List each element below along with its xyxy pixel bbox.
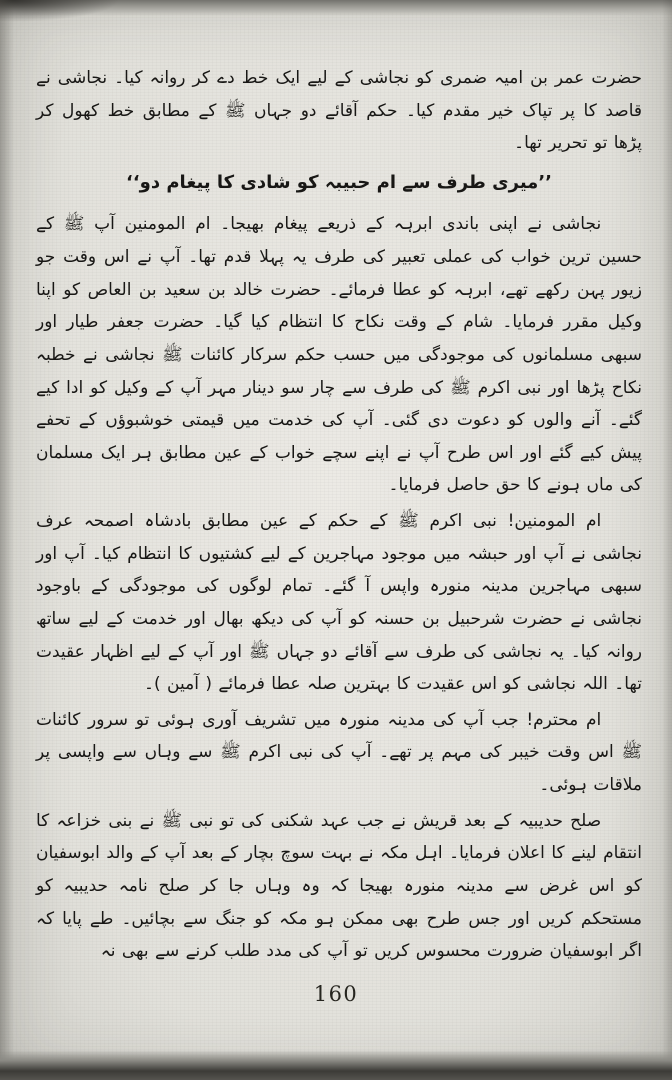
paragraph-5: صلح حدیبیہ کے بعد قریش نے جب عہد شکنی کی تو نبی ﷺ نے بنی خزاعہ کا انتقام لینے کا اعلان فرمایا۔ اہل مکہ نے بہت سوچ بچار کے بعد آپ کے والد ابوسفیان کو اس غرض سے مدینہ منورہ بھیجا کہ وہ وہاں جا کر صلح نامہ حدیبیہ کو مستحکم کریں اور جس طرح بھی ممکن ہو مکہ کو جنگ سے بچائیں۔ طے پایا کہ اگر ابوسفیان ضرورت محسوس کریں تو آپ کی مدد طلب کرنے سے بھی نہ xyxy=(36,810,642,962)
scan-artifact-right-edge xyxy=(662,0,672,1080)
paragraph-4: ام محترم! جب آپ کی مدینہ منورہ میں تشریف آوری ہوئی تو سرور کائنات ﷺ اس وقت خیبر کی مہم پر تھے۔ آپ کی نبی اکرم ﷺ سے وہاں سے واپسی پر ملاقات ہوئی۔ xyxy=(36,709,642,796)
quote-line: ’’میری طرف سے ام حبیبہ کو شادی کا پیغام دو‘‘ xyxy=(126,171,552,193)
page-number: 160 xyxy=(313,982,359,1006)
text-block xyxy=(36,62,642,971)
paragraph-3: ام المومنین! نبی اکرم ﷺ کے حکم کے عین مطابق بادشاہ اصمحہ عرف نجاشی نے آپ اور حبشہ میں موجود مہاجرین کے لیے کشتیوں کا انتظام کیا۔ آپ اور سبھی مہاجرین مدینہ منورہ واپس آ گئے۔ تمام لوگوں کی موجودگی کے باوجود نجاشی نے حضرت شرحبیل بن حسنہ کو آپ کی دیکھ بھال اور خدمت کے لیے ساتھ روانہ کیا۔ یہ نجاشی کی طرف سے آقائے دو جہاں ﷺ اور آپ کے لیے اظہار عقیدت تھا۔ اللہ نجاشی کو اس عقیدت کا بہترین صلہ عطا فرمائے ( آمین )۔ xyxy=(36,511,642,695)
scan-artifact-left-edge xyxy=(0,0,14,1080)
scan-artifact-top-left-blob xyxy=(0,0,120,22)
scan-artifact-bottom-edge xyxy=(0,1050,672,1080)
paragraph-2: نجاشی نے اپنی باندی ابرہہ کے ذریعے پیغام بھیجا۔ ام المومنین آپ ﷺ کے حسین ترین خواب کی عملی تعبیر کی طرف یہ پہلا قدم تھا۔ آپ نے اس وقت جو زیور پہن رکھے تھے، ابرہہ کو عطا فرمائے۔ حضرت خالد بن سعید بن العاص کو اپنا وکیل مقرر فرمایا۔ شام کے وقت نکاح کا انتظام کیا گیا۔ حضرت جعفر طیار اور سبھی مسلمانوں کی موجودگی میں حسب حکم سرکار کائنات ﷺ نجاشی نے خطبہ نکاح پڑھا اور نبی اکرم ﷺ کی طرف سے چار سو دینار مہر آپ کے وکیل کو ادا کیے گئے۔ آنے والوں کو دعوت دی گئی۔ آپ کی خدمت میں قیمتی خوشبوؤں کے تحفے پیش کیے گئے اور اس طرح آپ نے اپنے سچے خواب کے عین مطابق ہر ایک مسلمان کی ماں ہونے کا حق حاصل فرمایا۔ xyxy=(36,214,642,496)
paragraph-1: حضرت عمر بن امیہ ضمری کو نجاشی کے لیے ایک خط دے کر روانہ کیا۔ نجاشی نے قاصد کا پر تپاک خیر مقدم کیا۔ حکم آقائے دو جہاں ﷺ کے مطابق خط کھول کر پڑھا تو تحریر تھا۔ xyxy=(36,68,642,154)
